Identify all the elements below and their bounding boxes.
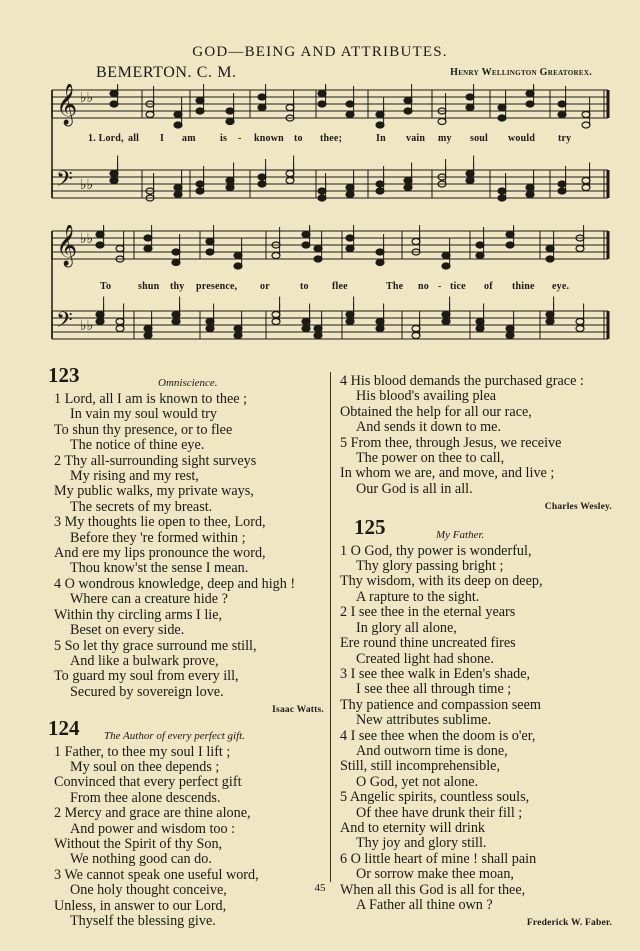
lyric-syllable: 1. Lord,: [88, 133, 124, 144]
hymn-line: Beset on every side.: [70, 622, 185, 639]
hymn-line: And to eternity will drink: [340, 819, 486, 836]
hymn-line: 4 His blood demands the purchased grace :: [340, 373, 584, 389]
lyric-syllable: no: [418, 281, 429, 292]
lyric-syllable: thine: [512, 281, 535, 292]
lyric-syllable: presence,: [196, 281, 238, 292]
hymn-123-stanzas: [54, 392, 324, 700]
lyric-syllable: -: [438, 281, 442, 292]
hymn-line: And like a bulwark prove,: [70, 652, 219, 669]
svg-text:𝄢: 𝄢: [56, 308, 73, 338]
lyric-syllable: tice: [450, 281, 466, 292]
hymn-line: Our God is all in all.: [356, 480, 473, 497]
hymn-line: I see thee all through time ;: [356, 681, 512, 698]
lyric-syllable: known: [254, 133, 284, 144]
lyric-syllable: try: [558, 133, 572, 144]
hymn-124-heading: [48, 715, 324, 745]
stanza: [340, 374, 612, 436]
lyric-syllable: -: [238, 133, 242, 144]
hymn-author: Charles Wesley.: [544, 502, 612, 513]
hymn-line: 4 I see thee when the doom is o'er,: [340, 727, 536, 744]
hymn-line: From thee alone descends.: [70, 789, 221, 806]
lyric-syllable: to: [300, 281, 309, 292]
hymn-line: Thy patience and compassion seem: [340, 696, 541, 713]
lyric-syllable: eye.: [552, 281, 570, 292]
hymn-line: In vain my soul would try: [70, 406, 217, 423]
svg-text:𝄞: 𝄞: [56, 225, 78, 266]
stanza: [340, 436, 612, 498]
lyric-syllable: thy: [170, 281, 185, 292]
stanza: [54, 639, 324, 701]
hymn-line: 1 Father, to thee my soul I lift ;: [54, 743, 231, 760]
stanza: [340, 544, 612, 606]
music-system-1: [50, 84, 610, 214]
hymn-line: Or sorrow make thee moan,: [356, 866, 514, 883]
hymn-125-heading: [340, 514, 612, 544]
hymn-line: Convinced that every perfect gift: [54, 774, 242, 791]
hymn-author: Frederick W. Faber.: [526, 918, 612, 929]
hymn-number: 125: [354, 514, 386, 539]
hymn-number: 123: [48, 363, 80, 387]
hymn-line: One holy thought conceive,: [70, 882, 227, 899]
hymn-line: Without the Spirit of thy Son,: [54, 835, 223, 852]
stanza: [340, 605, 612, 667]
hymn-line: 2 I see thee in the eternal years: [340, 604, 516, 621]
hymn-line: Before they 're formed within ;: [70, 529, 246, 546]
hymn-line: 6 O little heart of mine ! shall pain: [340, 850, 537, 867]
lyric-syllable: vain: [406, 133, 426, 144]
hymn-line: His blood's availing plea: [356, 388, 497, 405]
hymn-line: Obtained the help for all our race,: [340, 403, 532, 420]
right-column: [340, 374, 612, 936]
hymn-line: We nothing good can do.: [70, 851, 212, 868]
hymn-line: 1 O God, thy power is wonderful,: [340, 542, 532, 559]
stanza: [54, 868, 324, 930]
hymn-line: Thou know'st the sense I mean.: [70, 560, 249, 577]
lyric-syllable: would: [508, 133, 536, 144]
hymn-line: Thyself the blessing give.: [70, 913, 216, 929]
hymn-title: The Author of every perfect gift.: [104, 729, 245, 742]
tune-name: BEMERTON. C. M.: [96, 64, 237, 81]
page-number: 45: [314, 882, 326, 894]
lyric-syllable: I: [160, 133, 165, 144]
svg-text:♭♭: ♭♭: [80, 177, 94, 193]
hymn-line: The notice of thine eye.: [70, 437, 205, 454]
hymn-line: The secrets of my breast.: [70, 498, 213, 515]
hymn-line: The power on thee to call,: [356, 450, 505, 467]
lyric-syllable: all: [128, 133, 140, 144]
hymn-line: A Father all thine own ?: [356, 897, 493, 913]
hymn-line: Thy joy and glory still.: [356, 835, 487, 852]
hymn-line: Thy glory passing bright ;: [356, 558, 504, 575]
stanza: [340, 790, 612, 852]
hymn-line: And power and wisdom too :: [70, 820, 236, 837]
svg-text:♭♭: ♭♭: [80, 90, 94, 106]
hymn-title: Omniscience.: [158, 377, 218, 389]
hymn-124-stanzas-part1: [54, 745, 324, 930]
stanza: [54, 454, 324, 516]
svg-text:♭♭: ♭♭: [80, 318, 94, 334]
hymn-line: Secured by sovereign love.: [70, 683, 224, 700]
hymn-line: 2 Mercy and grace are thine alone,: [54, 805, 251, 822]
lyric-syllable: The: [386, 281, 404, 292]
lyric-syllable: To: [100, 281, 112, 292]
hymn-number: 124: [48, 715, 80, 740]
hymn-line: Created light had shone.: [356, 650, 494, 667]
hymn-line: Within thy circling arms I lie,: [54, 606, 223, 623]
stanza: [54, 392, 324, 454]
lyric-syllable: thee;: [320, 133, 343, 144]
hymn-line: To guard my soul from every ill,: [54, 668, 239, 685]
stanza: [54, 577, 324, 639]
lyric-syllable: or: [260, 281, 270, 292]
hymn-line: Thy wisdom, with its deep on deep,: [340, 573, 543, 590]
hymn-line: 5 Angelic spirits, countless souls,: [340, 789, 530, 806]
hymn-line: 3 My thoughts lie open to thee, Lord,: [54, 514, 266, 531]
stanza: [54, 745, 324, 807]
lyric-syllable: am: [182, 133, 196, 144]
svg-text:𝄞: 𝄞: [56, 84, 78, 125]
hymn-line: New attributes sublime.: [356, 712, 492, 729]
hymn-line: 5 From thee, through Jesus, we receive: [340, 434, 562, 451]
hymn-line: And ere my lips pronounce the word,: [54, 545, 266, 562]
lyric-syllable: is: [220, 133, 228, 144]
hymn-line: When all this God is all for thee,: [340, 881, 526, 898]
hymn-line: To shun thy presence, or to flee: [54, 421, 233, 438]
hymn-line: 5 So let thy grace surround me still,: [54, 637, 257, 654]
composer-credit: Henry Wellington Greatorex.: [450, 67, 592, 78]
hymn-125-stanzas: [340, 544, 612, 914]
lyric-syllable: of: [484, 281, 493, 292]
hymn-line: In glory all alone,: [356, 619, 457, 636]
hymn-line: In whom we are, and move, and live ;: [340, 465, 555, 482]
hymn-line: O God, yet not alone.: [356, 773, 479, 790]
lyric-syllable: flee: [332, 281, 348, 292]
hymn-line: And sends it down to me.: [356, 419, 502, 436]
hymn-line: My public walks, my private ways,: [54, 483, 254, 500]
lyric-syllable: shun: [138, 281, 160, 292]
hymn-title: My Father.: [436, 528, 485, 541]
lyric-syllable: soul: [470, 133, 489, 144]
hymn-line: My rising and my rest,: [70, 468, 199, 485]
hymn-line: Ere round thine uncreated fires: [340, 635, 516, 652]
lyric-syllable: to: [294, 133, 303, 144]
stanza: [54, 806, 324, 868]
tune-line: [96, 64, 592, 82]
hymn-line: Where can a creature hide ?: [70, 591, 228, 608]
hymn-line: 1 Lord, all I am is known to thee ;: [54, 391, 248, 407]
hymn-line: 2 Thy all-surrounding sight surveys: [54, 452, 257, 469]
stanza: [54, 515, 324, 577]
hymn-123-heading: [48, 363, 324, 392]
left-column: [48, 363, 324, 929]
hymn-line: 3 I see thee walk in Eden's shade,: [340, 665, 531, 682]
stanza: [340, 729, 612, 791]
hymn-124-stanzas-part2: [340, 374, 612, 497]
hymn-line: Of thee have drunk their fill ;: [356, 804, 523, 821]
page-header: GOD—BEING AND ATTRIBUTES.: [192, 44, 448, 60]
hymn-author: Isaac Watts.: [272, 705, 324, 716]
stanza: [340, 667, 612, 729]
score-system-1: [50, 84, 610, 214]
hymn-line: A rapture to the sight.: [356, 588, 480, 605]
hymn-line: And outworn time is done,: [356, 742, 508, 759]
lyric-syllable: In: [376, 133, 386, 144]
hymn-line: My soul on thee depends ;: [70, 758, 220, 775]
svg-text:𝄢: 𝄢: [56, 167, 73, 197]
lyric-syllable: my: [438, 133, 452, 144]
svg-text:♭♭: ♭♭: [80, 231, 94, 247]
hymn-line: 4 O wondrous knowledge, deep and high !: [54, 575, 296, 592]
hymn-line: 3 We cannot speak one useful word,: [54, 866, 259, 883]
hymn-line: Still, still incomprehensible,: [340, 758, 500, 775]
column-divider: [330, 372, 331, 882]
hymn-line: Unless, in answer to our Lord,: [54, 897, 227, 914]
